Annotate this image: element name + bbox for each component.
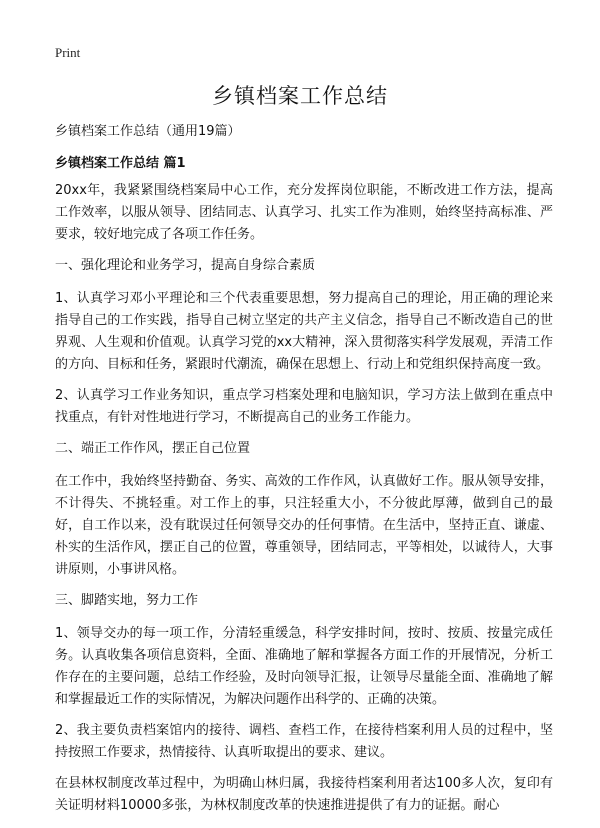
heading-work-style: 二、端正工作作风，摆正自己位置	[55, 441, 251, 456]
body-paragraph: 1、认真学习邓小平理论和三个代表重要思想，努力提高自己的理论，用正确的理论来指导自己的工作实践，指导自己树立坚定的共产主义信念，指导自己不断改造自己的世界观、人生观和价值观。认真学习党的xx大精神，深入贯彻落实科学发展观，弄清工作的方向、目标和任务，紧跟时代潮流，确保在思想上、行动上和党组织保持高度一致。	[55, 291, 553, 372]
heading-study: 一、强化理论和业务学习，提高自身综合素质	[55, 258, 316, 273]
body-paragraph: 1、领导交办的每一项工作，分清轻重缓急，科学安排时间，按时、按质、按量完成任务。认真收集各项信息资料，全面、准确地了解和掌握各方面工作的开展情况，分析工作存在的主要问题，总结工作经验，及时向领导汇报，让领导尽量能全面、准确地了解和掌握最近工作的实际情况，为解决问题作出科学的、正确的决策。	[55, 626, 553, 707]
document-subtitle: 乡镇档案工作总结（通用19篇）	[55, 124, 241, 139]
intro-paragraph: 20xx年，我紧紧围绕档案局中心工作，充分发挥岗位职能，不断改进工作方法，提高工作效率，以服从领导、团结同志、认真学习、扎实工作为准则，始终坚持高标准、严要求，较好地完成了各项工作任务。	[55, 183, 553, 242]
document-body	[55, 180, 553, 826]
section-title: 乡镇档案工作总结 篇1	[55, 156, 186, 171]
body-paragraph: 在工作中，我始终坚持勤奋、务实、高效的工作作风，认真做好工作。服从领导安排，不计得失、不挑轻重。对工作上的事，只注轻重大小，不分彼此厚薄，做到自己的最好，自工作以来，没有耽误过任何领导交办的任何事情。在生活中，坚持正直、谦虚、朴实的生活作风，摆正自己的位置，尊重领导，团结同志，平等相处，以诚待人，大事讲原则，小事讲风格。	[55, 474, 553, 577]
page-title: 乡镇档案工作总结	[212, 84, 388, 108]
heading-diligence: 三、脚踏实地，努力工作	[55, 593, 199, 608]
body-paragraph: 2、我主要负责档案馆内的接待、调档、查档工作，在接待档案利用人员的过程中，坚持按照工作要求，热情接待、认真听取提出的要求、建议。	[55, 723, 553, 760]
body-paragraph: 在县林权制度改革过程中，为明确山林归属，我接待档案利用者达100多人次，复印有关证明材料10000多张，为林权制度改革的快速推进提供了有力的证据。耐心	[55, 776, 553, 813]
body-paragraph: 2、认真学习工作业务知识，重点学习档案处理和电脑知识，学习方法上做到在重点中找重点，有针对性地进行学习，不断提高自己的业务工作能力。	[55, 388, 553, 425]
print-label[interactable]: Print	[55, 45, 81, 60]
